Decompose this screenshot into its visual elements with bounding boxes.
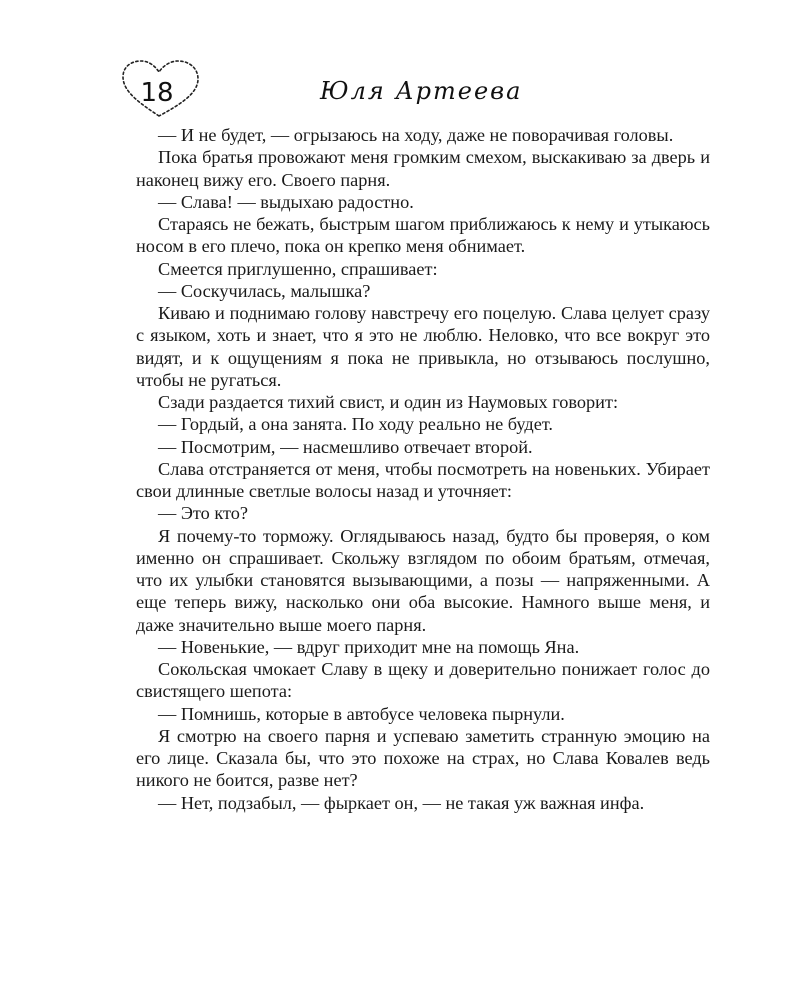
paragraph: Пока братья провожают меня громким смехом, выскакиваю за дверь и наконец вижу его. Своего парня. — [136, 147, 710, 190]
body-text — [136, 124, 710, 814]
paragraph: — Помнишь, которые в автобусе человека пырнули. — [158, 703, 565, 724]
paragraph: Сокольская чмокает Славу в щеку и доверительно понижает голос до свистящего шепота: — [136, 659, 710, 702]
paragraph: Слава отстраняется от меня, чтобы посмотреть на новеньких. Убирает свои длинные светлые волосы назад и уточняет: — [136, 458, 710, 501]
running-header-author: Юля Артеева — [320, 77, 523, 105]
paragraph: Стараясь не бежать, быстрым шагом приближаюсь к нему и утыкаюсь носом в его плечо, пока он крепко меня обнимает. — [136, 214, 710, 257]
paragraph: — И не будет, — огрызаюсь на ходу, даже не поворачивая головы. — [158, 125, 674, 145]
paragraph: Киваю и поднимаю голову навстречу его поцелую. Слава целует сразу с языком, хоть и знает, что я это не люблю. Неловко, что все вокруг это видят, и к ощущениям я пока не привыкла, но отзываюсь послушно, чтобы не ругаться. — [136, 303, 710, 390]
page-header — [0, 0, 800, 130]
paragraph: — Посмотрим, — насмешливо отвечает второй. — [158, 436, 533, 457]
paragraph: — Нет, подзабыл, — фыркает он, — не такая уж важная инфа. — [158, 792, 645, 813]
paragraph: — Новенькие, — вдруг приходит мне на помощь Яна. — [158, 636, 580, 657]
paragraph: Сзади раздается тихий свист, и один из Наумовых говорит: — [158, 392, 619, 412]
paragraph: — Слава! — выдыхаю радостно. — [158, 191, 414, 212]
paragraph: Я смотрю на своего парня и успеваю заметить странную эмоцию на его лице. Сказала бы, что это похоже на страх, но Слава Ковалев ведь никого не боится, разве нет? — [136, 725, 710, 791]
paragraph: Смеется приглушенно, спрашивает: — [158, 258, 438, 279]
paragraph: Я почему-то торможу. Оглядываюсь назад, будто бы проверяя, о ком именно он спрашивает. Скольжу взглядом по обоим братьям, отмечая, что их улыбки становятся вызывающими, а позы — напряженными. А еще теперь вижу, насколько они оба высокие. Намного выше меня, и даже значительно выше моего парня. — [136, 525, 710, 635]
paragraph: — Гордый, а она занята. По ходу реально не будет. — [158, 414, 553, 435]
paragraph: — Это кто? — [158, 503, 249, 524]
page-number: 18 — [140, 78, 174, 108]
paragraph: — Соскучилась, малышка? — [158, 280, 371, 301]
